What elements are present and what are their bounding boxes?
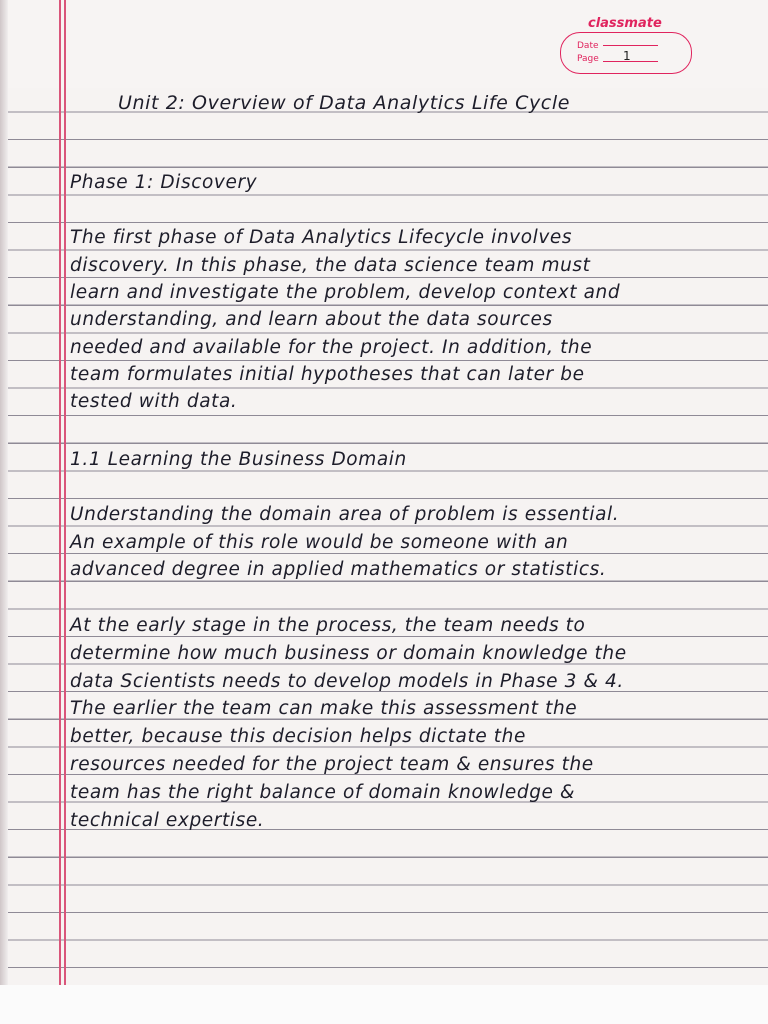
- text-line: needed and available for the project. In addition, the: [70, 337, 593, 358]
- date-page-box: [560, 32, 692, 74]
- text-line: tested with data.: [70, 391, 238, 412]
- page-bottom-background: [0, 985, 768, 1024]
- text-line: understanding, and learn about the data sources: [70, 309, 553, 330]
- text-line: team has the right balance of domain knowledge &: [70, 782, 576, 803]
- date-label: Date: [577, 41, 599, 51]
- subsection-heading: 1.1 Learning the Business Domain: [70, 449, 407, 470]
- margin-line: [59, 0, 61, 985]
- classmate-stamp: [560, 14, 700, 78]
- text-line: determine how much business or domain knowledge the: [70, 643, 627, 664]
- brand-logo: classmate: [588, 16, 662, 31]
- text-line: At the early stage in the process, the team needs to: [70, 615, 586, 636]
- text-line: An example of this role would be someone with an: [70, 532, 569, 553]
- margin-line: [64, 0, 66, 985]
- text-line: discovery. In this phase, the data science team must: [70, 255, 591, 276]
- page-number: 1: [623, 49, 631, 63]
- page-title: Unit 2: Overview of Data Analytics Life Cycle: [118, 92, 571, 114]
- text-line: data Scientists needs to develop models in Phase 3 & 4.: [70, 671, 624, 692]
- text-line: Understanding the domain area of problem is essential.: [70, 504, 620, 525]
- date-line: [603, 45, 658, 46]
- binding-edge: [0, 0, 8, 985]
- text-line: team formulates initial hypotheses that can later be: [70, 364, 585, 385]
- text-line: technical expertise.: [70, 810, 265, 831]
- text-line: The earlier the team can make this assessment the: [70, 698, 578, 719]
- text-line: The first phase of Data Analytics Lifecycle involves: [70, 227, 573, 248]
- text-line: advanced degree in applied mathematics or statistics.: [70, 559, 607, 580]
- text-line: learn and investigate the problem, develop context and: [70, 282, 621, 303]
- section-heading: Phase 1: Discovery: [70, 172, 258, 193]
- text-line: better, because this decision helps dictate the: [70, 726, 526, 747]
- text-line: resources needed for the project team & ensures the: [70, 754, 594, 775]
- page-label: Page: [577, 54, 599, 64]
